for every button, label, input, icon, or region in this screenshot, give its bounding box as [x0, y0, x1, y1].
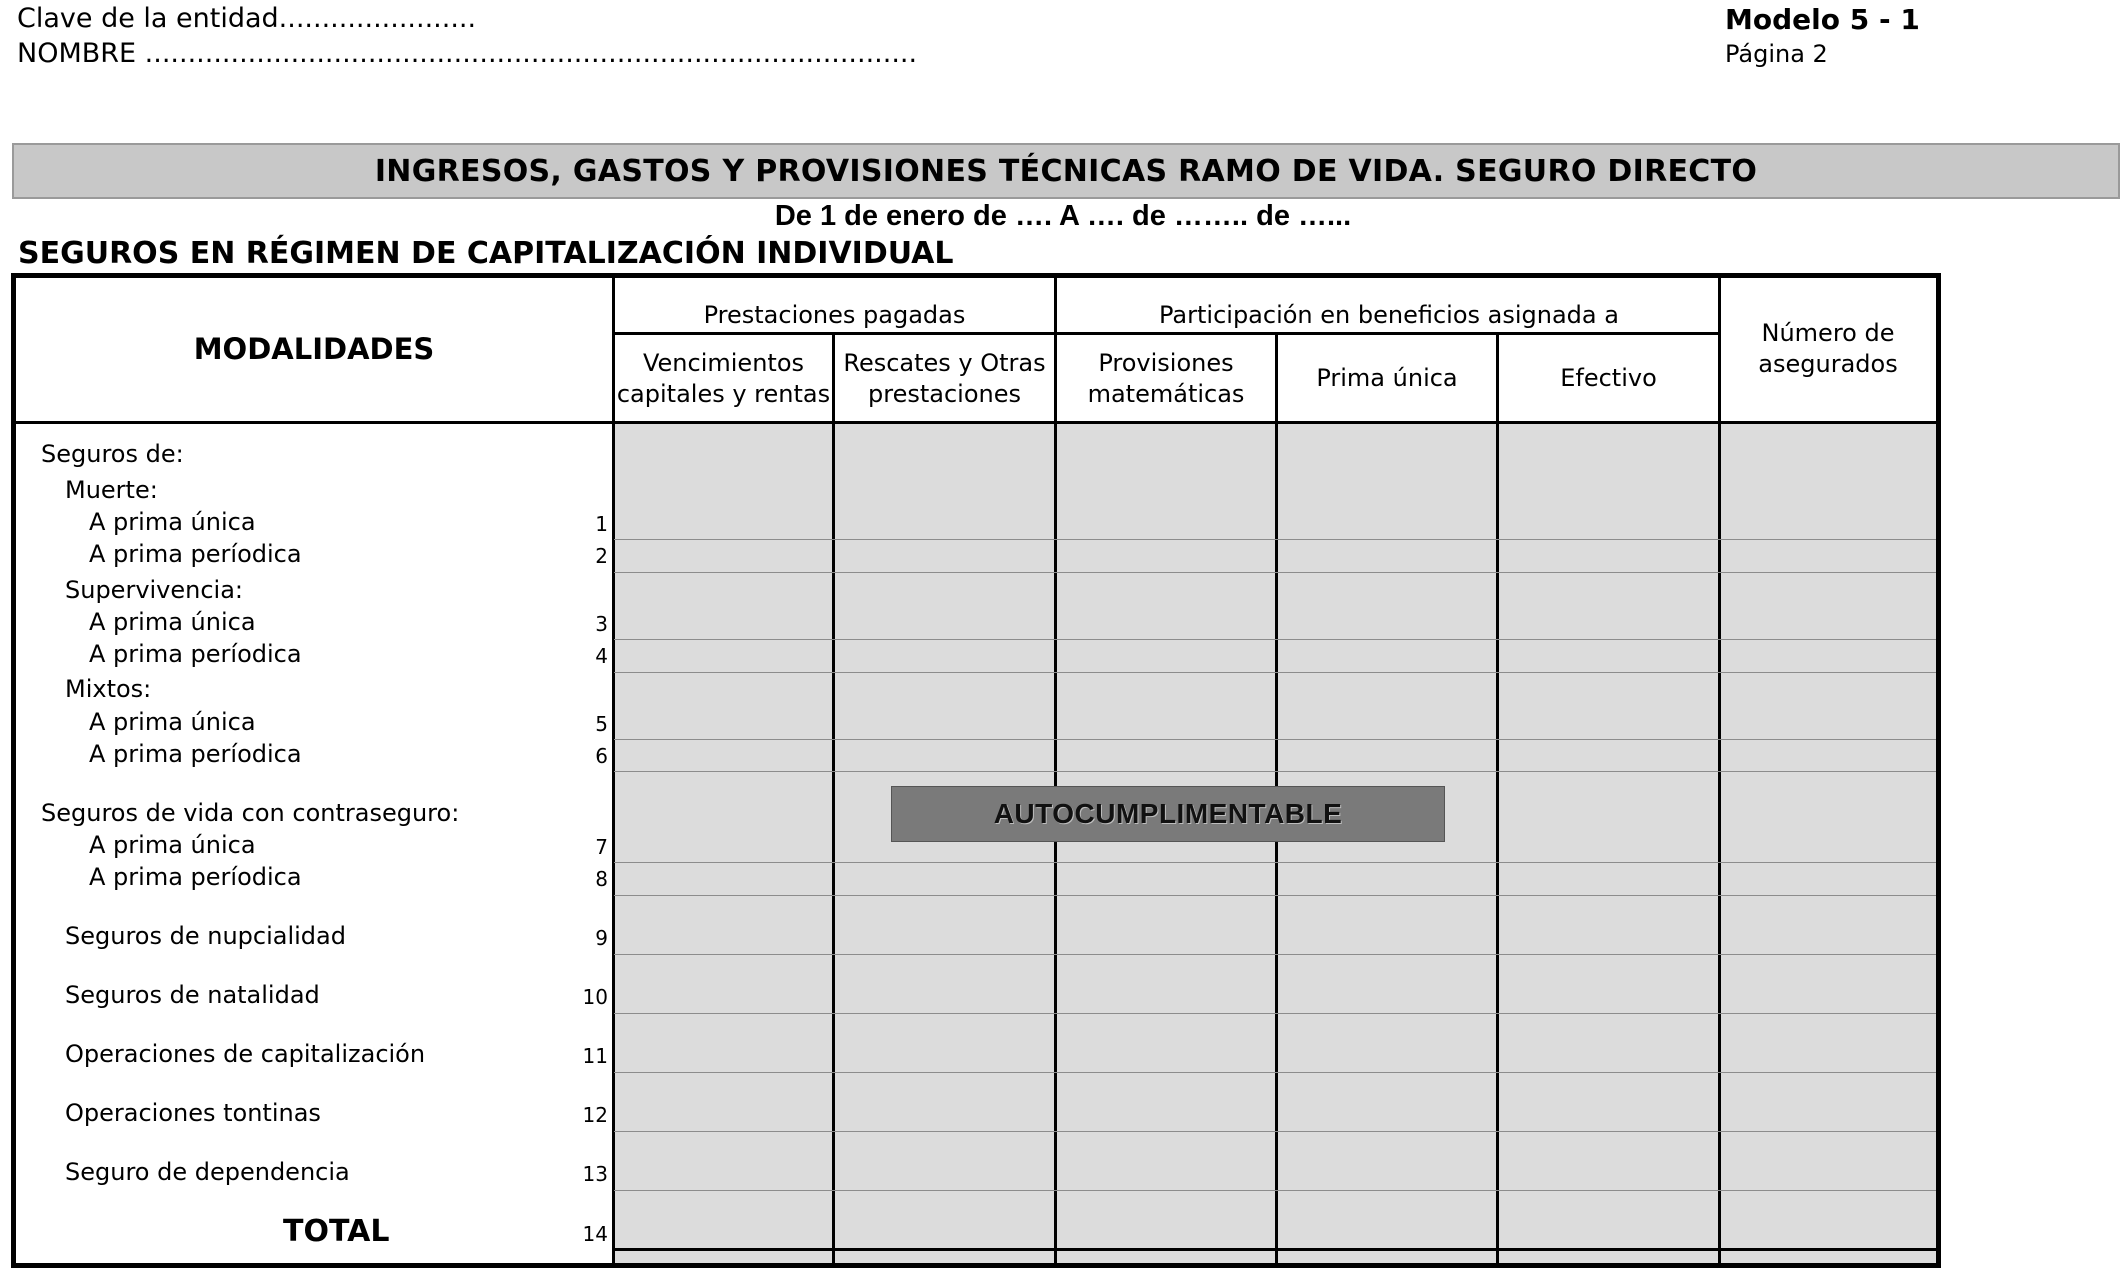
- group-label-seguros-de: Seguros de:: [41, 440, 184, 468]
- entity-name-field: NOMBRE ..........................................................................................: [17, 38, 918, 69]
- form-title: INGRESOS, GASTOS Y PROVISIONES TÉCNICAS RAMO DE VIDA. SEGURO DIRECTO: [12, 143, 2120, 199]
- row-number-5: 5: [595, 712, 608, 736]
- row-label-7: A prima única: [89, 831, 256, 859]
- section-title: SEGUROS EN RÉGIMEN DE CAPITALIZACIÓN INDIVIDUAL: [18, 236, 954, 271]
- row-label-13: Seguro de dependencia: [65, 1158, 350, 1186]
- row-label-10: Seguros de natalidad: [65, 981, 320, 1009]
- col-header-modalidades: MODALIDADES: [193, 331, 435, 366]
- row-number-1: 1: [595, 512, 608, 536]
- row-number-2: 2: [595, 544, 608, 568]
- row-number-7: 7: [595, 835, 608, 859]
- row-number-4: 4: [595, 644, 608, 668]
- row-number-6: 6: [595, 744, 608, 768]
- group-header-prestaciones: Prestaciones pagadas: [703, 300, 966, 329]
- page-number: Página 2: [1725, 40, 1828, 68]
- col-header-rescates: Rescates y Otras prestaciones: [843, 348, 1046, 408]
- entity-key-field: Clave de la entidad.......................: [17, 3, 477, 34]
- row-label-5: A prima única: [89, 708, 256, 736]
- row-number-9: 9: [595, 926, 608, 950]
- row-number-14: 14: [582, 1222, 608, 1246]
- group-header-participacion: Participación en beneficios asignada a: [1159, 300, 1619, 329]
- autocumplimentable-stamp: AUTOCUMPLIMENTABLE: [891, 786, 1445, 842]
- row-label-6: A prima períodica: [89, 740, 302, 768]
- group-label-mixtos: Mixtos:: [65, 675, 152, 703]
- model-number: Modelo 5 - 1: [1725, 3, 1920, 36]
- row-label-11: Operaciones de capitalización: [65, 1040, 426, 1068]
- row-label-8: A prima períodica: [89, 863, 302, 891]
- group-label-muerte: Muerte:: [65, 476, 158, 504]
- row-label-4: A prima períodica: [89, 640, 302, 668]
- period-line: De 1 de enero de …. A …. de …….. de …...: [774, 200, 1352, 232]
- row-number-12: 12: [582, 1103, 608, 1127]
- row-number-11: 11: [582, 1044, 608, 1068]
- row-number-8: 8: [595, 867, 608, 891]
- row-number-3: 3: [595, 612, 608, 636]
- row-label-12: Operaciones tontinas: [65, 1099, 321, 1127]
- row-number-10: 10: [582, 985, 608, 1009]
- group-label-contraseguro: Seguros de vida con contraseguro:: [41, 799, 460, 827]
- row-label-total: TOTAL: [283, 1214, 390, 1249]
- row-number-13: 13: [582, 1162, 608, 1186]
- col-header-provisiones: Provisiones matemáticas: [1087, 348, 1245, 408]
- col-header-prima-unica: Prima única: [1316, 364, 1458, 392]
- row-label-9: Seguros de nupcialidad: [65, 922, 346, 950]
- col-header-numero-asegurados: Número de asegurados: [1758, 319, 1898, 378]
- row-label-2: A prima períodica: [89, 540, 302, 568]
- group-label-supervivencia: Supervivencia:: [65, 576, 244, 604]
- row-label-3: A prima única: [89, 608, 256, 636]
- col-header-vencimientos: Vencimientos capitales y rentas: [616, 348, 831, 408]
- row-label-1: A prima única: [89, 508, 256, 536]
- col-header-efectivo: Efectivo: [1560, 364, 1657, 392]
